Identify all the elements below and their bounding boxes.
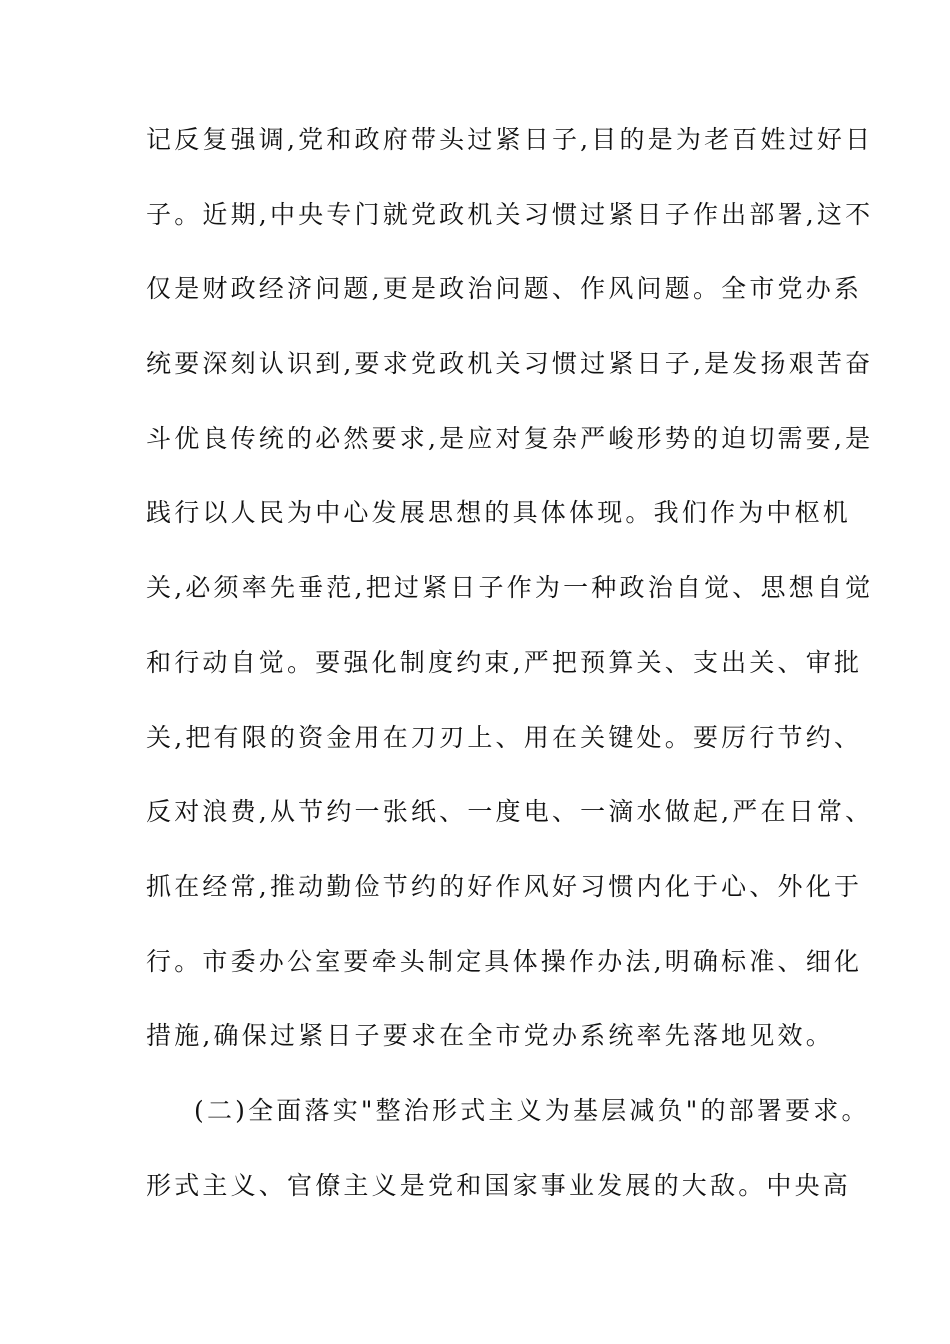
text-line: 抓在经常,推动勤俭节约的好作风好习惯内化于心、外化于 [146, 871, 863, 901]
text-line: 反对浪费,从节约一张纸、一度电、一滴水做起,严在日常、 [146, 797, 874, 827]
text-line: 关,必须率先垂范,把过紧日子作为一种政治自觉、思想自觉 [146, 573, 874, 603]
text-line: 措施,确保过紧日子要求在全市党办系统率先落地见效。 [146, 1021, 834, 1051]
text-line: 关,把有限的资金用在刀刃上、用在关键处。要厉行节约、 [146, 722, 863, 752]
text-line: 行。市委办公室要牵头制定具体操作办法,明确标准、细化 [146, 946, 863, 976]
text-line: 统要深刻认识到,要求党政机关习惯过紧日子,是发扬艰苦奋 [146, 349, 874, 379]
text-line: 仅是财政经济问题,更是政治问题、作风问题。全市党办系 [146, 274, 863, 304]
body-text [146, 118, 874, 1238]
text-line: 子。近期,中央专门就党政机关习惯过紧日子作出部署,这不 [146, 199, 874, 229]
text-line: 斗优良传统的必然要求,是应对复杂严峻形势的迫切需要,是 [146, 423, 874, 453]
section-heading: (二)全面落实"整治形式主义为基层减负"的部署要求。 [194, 1095, 870, 1125]
text-line: 践行以人民为中心发展思想的具体体现。我们作为中枢机 [146, 498, 852, 528]
text-line: 和行动自觉。要强化制度约束,严把预算关、支出关、审批 [146, 647, 863, 677]
text-line: 形式主义、官僚主义是党和国家事业发展的大敌。中央高 [146, 1170, 852, 1200]
text-line: 记反复强调,党和政府带头过紧日子,目的是为老百姓过好日 [146, 125, 874, 154]
